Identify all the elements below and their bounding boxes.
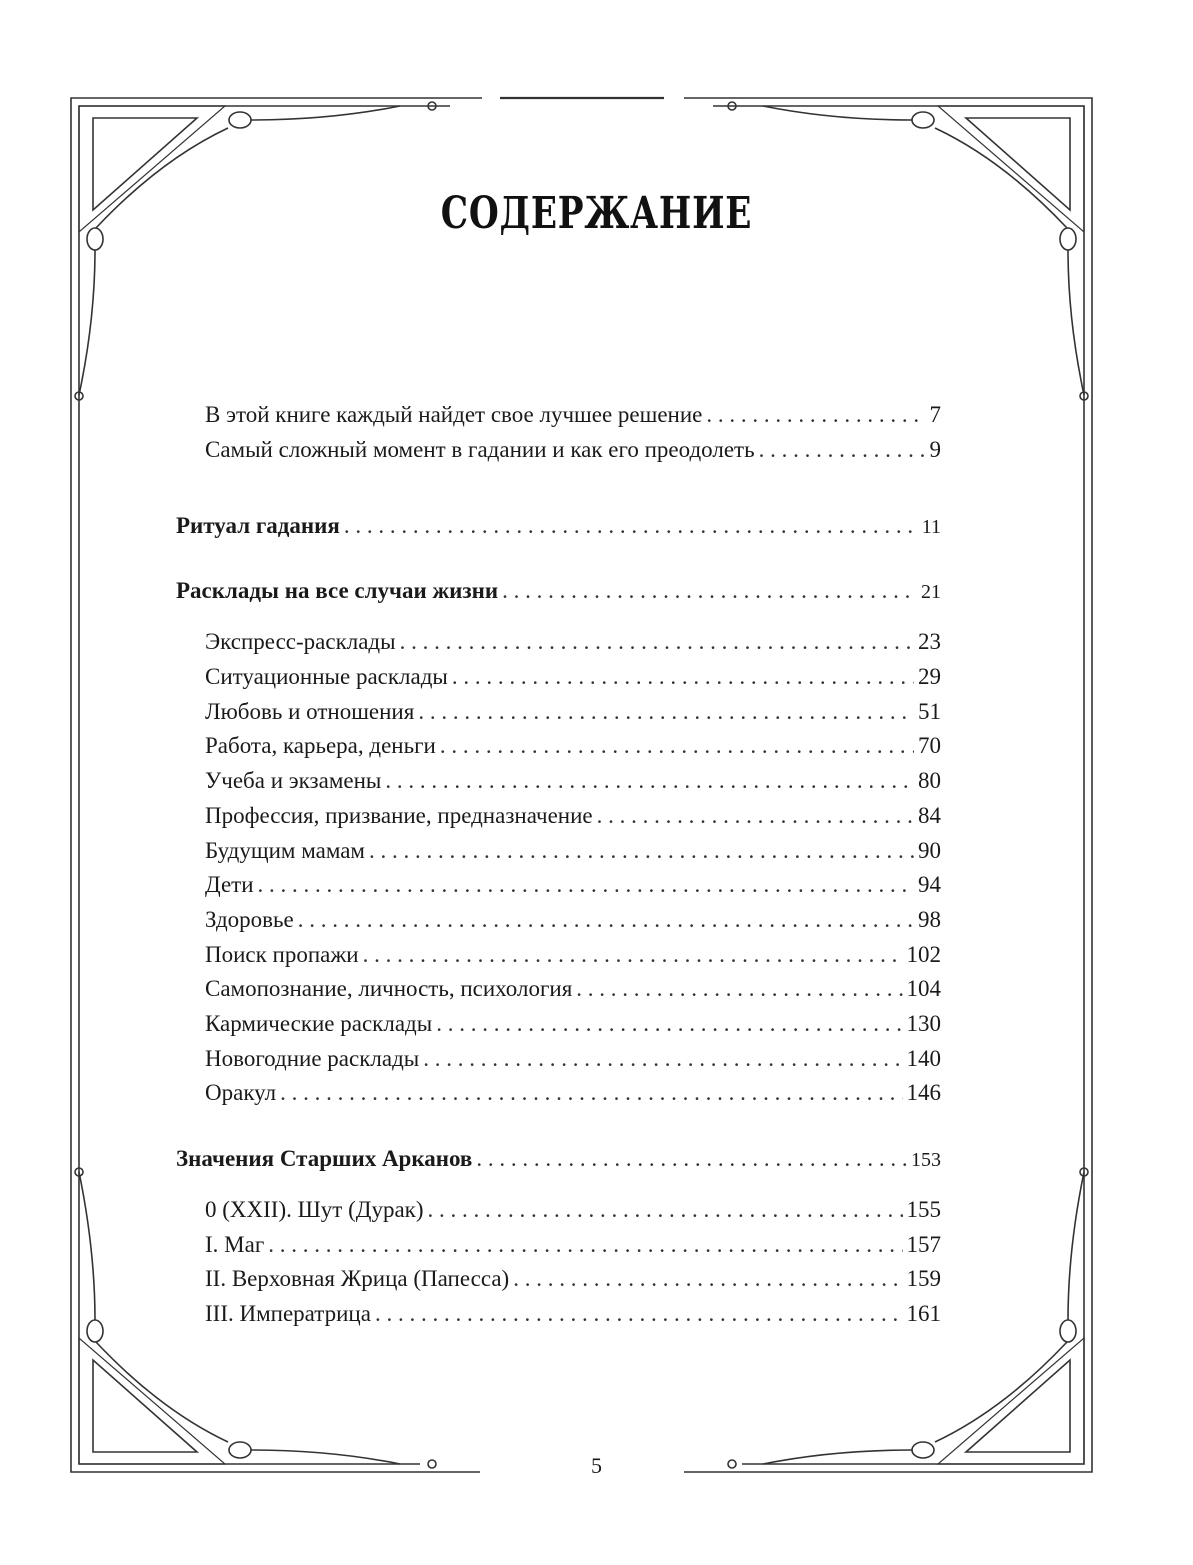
toc-entry-title: Расклады на все случаи жизни [176, 578, 499, 603]
toc-entry-title: Ситуационные расклады [205, 664, 448, 689]
toc-entry-title: 0 (XXII). Шут (Дурак) [205, 1197, 424, 1222]
dot-leader [363, 940, 903, 970]
toc-entry-title: В этой книге каждый найдет свое лучшее решение [205, 402, 703, 427]
toc-entry-title: II. Верховная Жрица (Папесса) [205, 1266, 510, 1291]
toc-entry-page: 7 [929, 402, 941, 427]
toc-entry[interactable] [205, 870, 941, 900]
dot-leader [385, 766, 914, 796]
dot-leader [576, 974, 902, 1004]
dot-leader [400, 627, 914, 657]
toc-entry-title: III. Императрица [205, 1301, 371, 1326]
toc-entry-page: 157 [906, 1232, 941, 1257]
toc-entry-page: 21 [921, 581, 941, 603]
toc-entry[interactable] [205, 974, 941, 1004]
dot-leader [428, 1195, 903, 1225]
toc-entry-title: Экспресс-расклады [205, 629, 396, 654]
toc-entry[interactable] [205, 697, 941, 727]
toc-section-entry[interactable] [176, 576, 941, 607]
toc-entry[interactable] [205, 731, 941, 761]
toc-entry-title: Самопознание, личность, психология [205, 976, 573, 1001]
page-number: 5 [591, 1453, 602, 1478]
toc-entry-page: 84 [918, 803, 941, 828]
dot-leader [513, 1264, 902, 1294]
toc-entry-page: 104 [906, 976, 941, 1001]
toc-entry[interactable] [205, 766, 941, 796]
toc-entry-page: 153 [911, 1149, 941, 1171]
toc-entry[interactable] [205, 836, 941, 866]
toc-entry-title: Работа, карьера, деньги [205, 733, 436, 758]
page-title: СОДЕРЖАНИЕ [440, 188, 753, 239]
dot-leader [268, 1230, 902, 1260]
dot-leader [418, 697, 914, 727]
toc-section-entry[interactable] [176, 511, 941, 542]
toc-entry-title: Дети [205, 872, 254, 897]
toc-entry-title: Будущим мамам [205, 838, 365, 863]
toc-entry-title: Любовь и отношения [205, 699, 415, 724]
toc-entry-page: 51 [918, 699, 941, 724]
toc-entry[interactable] [205, 400, 941, 430]
toc-entry[interactable] [205, 1078, 941, 1108]
toc-entry-page: 80 [918, 768, 941, 793]
dot-leader [476, 1144, 907, 1174]
toc-entry[interactable] [205, 1195, 941, 1225]
toc-entry-title: Кармические расклады [205, 1011, 433, 1036]
toc-entry-title: Оракул [205, 1080, 277, 1105]
toc-entry-page: 159 [906, 1266, 941, 1291]
toc-entry-page: 98 [918, 907, 941, 932]
toc-entry-page: 161 [906, 1301, 941, 1326]
toc-entry-title: I. Маг [205, 1232, 265, 1257]
toc-entry-title: Поиск пропажи [205, 942, 359, 967]
toc-entry[interactable] [205, 801, 941, 831]
toc-entry-page: 70 [918, 733, 941, 758]
dot-leader [258, 870, 914, 900]
toc-entry-page: 102 [906, 942, 941, 967]
toc-entry[interactable] [205, 940, 941, 970]
toc-entry-page: 11 [921, 516, 941, 538]
toc-entry-page: 94 [918, 872, 941, 897]
dot-leader [706, 400, 925, 430]
toc-entry[interactable] [205, 1009, 941, 1039]
toc-entry[interactable] [205, 1299, 941, 1329]
toc-entry-page: 90 [918, 838, 941, 863]
toc-entry[interactable] [205, 905, 941, 935]
toc-section-entry[interactable] [176, 1144, 941, 1175]
toc-entry-title: Профессия, призвание, предназначение [205, 803, 593, 828]
dot-leader [369, 836, 914, 866]
toc-entry-page: 23 [918, 629, 941, 654]
dot-leader [298, 905, 914, 935]
toc-entry-page: 130 [906, 1011, 941, 1036]
toc-entry-title: Самый сложный момент в гадании и как его преодолеть [205, 437, 755, 462]
dot-leader [597, 801, 914, 831]
toc-entry-title: Учеба и экзамены [205, 768, 382, 793]
dot-leader [375, 1299, 903, 1329]
toc-entry-page: 9 [929, 437, 941, 462]
toc-entry-page: 29 [918, 664, 941, 689]
dot-leader [440, 731, 914, 761]
dot-leader [436, 1009, 902, 1039]
toc-entry[interactable] [205, 1264, 941, 1294]
toc-entry-title: Новогодние расклады [205, 1046, 420, 1071]
toc-entry-title: Значения Старших Арканов [176, 1146, 473, 1171]
dot-leader [759, 435, 926, 465]
toc-entry[interactable] [205, 627, 941, 657]
toc-entry-page: 146 [906, 1080, 941, 1105]
toc-entry-page: 155 [906, 1197, 941, 1222]
dot-leader [280, 1078, 902, 1108]
dot-leader [344, 511, 918, 541]
toc-entry-title: Здоровье [205, 907, 294, 932]
toc-entry[interactable] [205, 662, 941, 692]
dot-leader [502, 576, 917, 606]
dot-leader [423, 1044, 902, 1074]
toc-entry-title: Ритуал гадания [176, 513, 340, 538]
toc-entry[interactable] [205, 1230, 941, 1260]
dot-leader [452, 662, 914, 692]
toc-entry-page: 140 [906, 1046, 941, 1071]
toc-entry[interactable] [205, 1044, 941, 1074]
toc-entry[interactable] [205, 435, 941, 465]
